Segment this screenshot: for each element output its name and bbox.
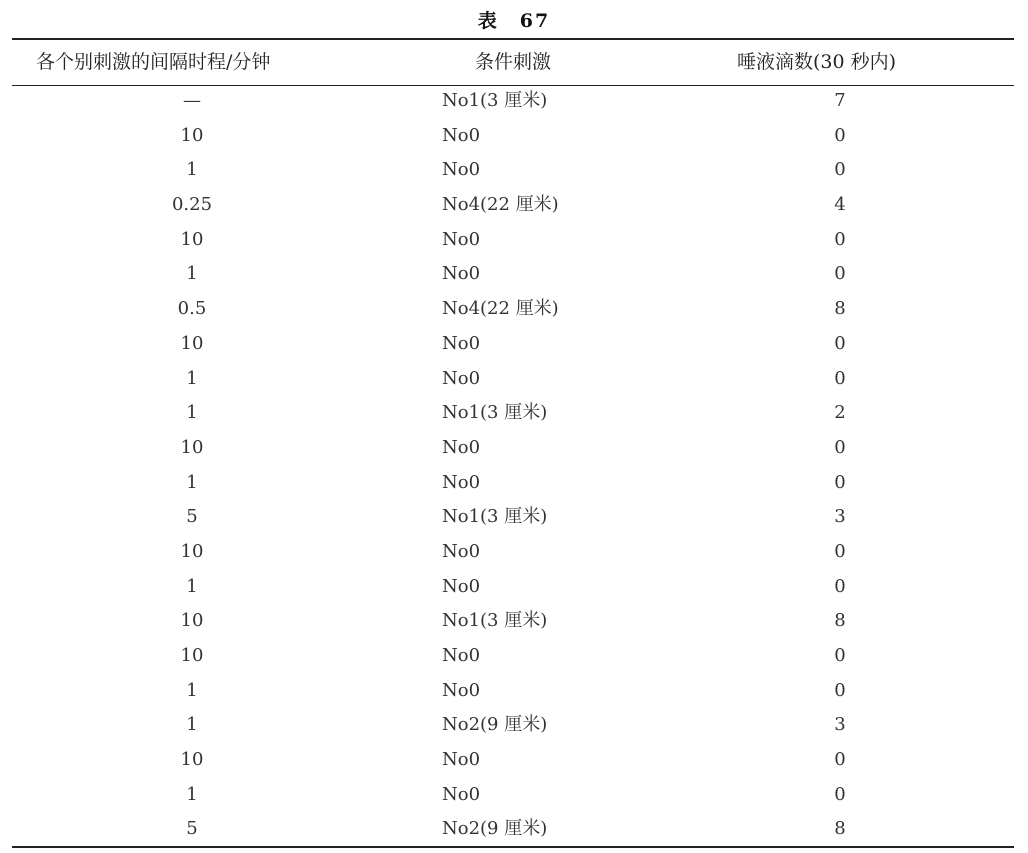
header-stimulus: 条件刺激 — [474, 51, 551, 73]
cell-drops: 4 — [834, 194, 846, 216]
cell-interval: 0.25 — [171, 194, 213, 216]
cell-stimulus: No0 — [442, 575, 481, 597]
cell-drops: 8 — [834, 298, 846, 320]
table-header — [12, 40, 1014, 85]
cell-stimulus: No0 — [442, 159, 481, 181]
cell-stimulus: No4(22 厘米) — [442, 298, 559, 320]
cell-drops: 2 — [834, 402, 846, 424]
table-caption: 表 67 — [477, 10, 551, 32]
cell-stimulus: No0 — [442, 679, 481, 701]
table-row — [12, 327, 1014, 362]
table-row — [12, 119, 1014, 154]
table-row — [12, 570, 1014, 605]
cell-interval: — — [183, 90, 201, 111]
cell-stimulus: No0 — [442, 367, 481, 389]
cell-interval: 1 — [186, 575, 198, 597]
cell-stimulus: No0 — [442, 436, 481, 458]
table-row — [12, 743, 1014, 778]
table-row — [12, 153, 1014, 188]
cell-stimulus: No4(22 厘米) — [442, 194, 559, 216]
table-row — [12, 639, 1014, 674]
cell-drops: 8 — [834, 818, 846, 840]
cell-interval: 1 — [186, 471, 198, 493]
table-row — [12, 84, 1014, 119]
table-row — [12, 431, 1014, 466]
cell-interval: 1 — [186, 159, 198, 181]
cell-drops: 0 — [834, 228, 846, 250]
cell-interval: 0.5 — [177, 298, 207, 320]
table-row — [12, 257, 1014, 292]
cell-interval: 5 — [186, 818, 198, 840]
cell-stimulus: No1(3 厘米) — [442, 506, 548, 528]
table-row — [12, 535, 1014, 570]
cell-interval: 10 — [180, 228, 204, 250]
cell-interval: 1 — [186, 367, 198, 389]
table-row — [12, 362, 1014, 397]
cell-drops: 0 — [834, 679, 846, 701]
cell-stimulus: No0 — [442, 749, 481, 771]
table-body — [12, 84, 1014, 847]
cell-drops: 0 — [834, 124, 846, 146]
cell-stimulus: No0 — [442, 783, 481, 805]
cell-drops: 3 — [834, 714, 846, 736]
cell-drops: 8 — [834, 610, 846, 632]
cell-interval: 10 — [180, 436, 204, 458]
cell-interval: 1 — [186, 402, 198, 424]
cell-drops: 0 — [834, 749, 846, 771]
cell-interval: 10 — [180, 540, 204, 562]
cell-drops: 0 — [834, 645, 846, 666]
cell-interval: 10 — [180, 645, 204, 666]
cell-interval: 10 — [180, 332, 204, 354]
cell-stimulus: No0 — [442, 124, 481, 146]
cell-interval: 1 — [186, 783, 198, 805]
cell-stimulus: No2(9 厘米) — [442, 818, 548, 840]
cell-stimulus: No1(3 厘米) — [442, 610, 548, 632]
cell-drops: 0 — [834, 783, 846, 805]
table-row — [12, 812, 1014, 847]
cell-stimulus: No0 — [442, 228, 481, 250]
cell-stimulus: No0 — [442, 263, 481, 285]
cell-drops: 7 — [834, 90, 846, 111]
cell-interval: 5 — [186, 506, 198, 528]
table-row — [12, 778, 1014, 813]
table-row — [12, 674, 1014, 709]
table-row — [12, 188, 1014, 223]
cell-drops: 0 — [834, 263, 846, 285]
cell-interval: 10 — [180, 749, 204, 771]
table-row — [12, 292, 1014, 327]
cell-drops: 0 — [834, 332, 846, 354]
table-row — [12, 604, 1014, 639]
cell-drops: 0 — [834, 436, 846, 458]
cell-interval: 1 — [186, 714, 198, 736]
cell-interval: 10 — [180, 124, 204, 146]
cell-drops: 0 — [834, 159, 846, 181]
cell-stimulus: No2(9 厘米) — [442, 714, 548, 736]
table-row — [12, 223, 1014, 258]
cell-interval: 1 — [186, 263, 198, 285]
cell-drops: 0 — [834, 471, 846, 493]
cell-drops: 0 — [834, 575, 846, 597]
cell-drops: 0 — [834, 540, 846, 562]
table-row — [12, 466, 1014, 501]
cell-stimulus: No0 — [442, 540, 481, 562]
cell-interval: 1 — [186, 679, 198, 701]
cell-drops: 3 — [834, 506, 846, 528]
cell-stimulus: No0 — [442, 471, 481, 493]
table-row — [12, 708, 1014, 743]
cell-drops: 0 — [834, 367, 846, 389]
table-row — [12, 500, 1014, 535]
bottom-rule — [12, 846, 1014, 848]
cell-stimulus: No0 — [442, 645, 481, 666]
cell-stimulus: No1(3 厘米) — [442, 402, 548, 424]
header-saliva-drops: 唾液滴数(30 秒内) — [737, 51, 897, 73]
header-interval: 各个别刺激的间隔时程/分钟 — [36, 51, 271, 73]
cell-stimulus: No0 — [442, 332, 481, 354]
table-row — [12, 396, 1014, 431]
cell-stimulus: No1(3 厘米) — [442, 90, 548, 111]
cell-interval: 10 — [180, 610, 204, 632]
